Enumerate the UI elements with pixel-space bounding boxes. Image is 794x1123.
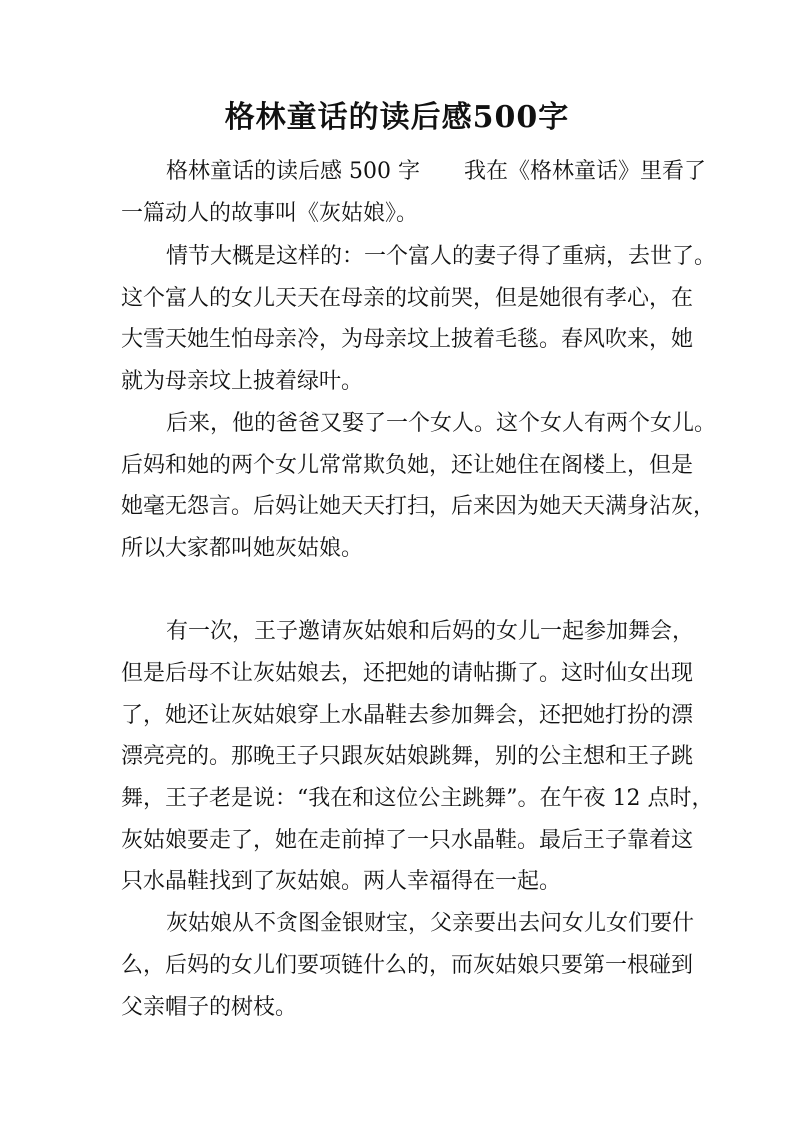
text-line: 这个富人的女儿天天在母亲的坟前哭，但是她很有孝心，在 <box>121 286 694 311</box>
text-line: 么，后妈的女儿们要项链什么的，而灰姑娘只要第一根碰到 <box>121 953 694 978</box>
text-line: 了，她还让灰姑娘穿上水晶鞋去参加舞会，还把她打扮的漂 <box>121 703 694 728</box>
text-line: 舞，王子老是说：“我在和这位公主跳舞”。在午夜 12 点时， <box>121 786 714 811</box>
text-line: 只水晶鞋找到了灰姑娘。两人幸福得在一起。 <box>121 869 562 894</box>
text-line: 大雪天她生怕母亲冷，为母亲坟上披着毛毯。春风吹来，她 <box>121 327 694 352</box>
text-line: 后来，他的爸爸又娶了一个女人。这个女人有两个女儿。 <box>166 411 717 436</box>
text-line: 她毫无怨言。后妈让她天天打扫，后来因为她天天满身沾灰， <box>121 494 716 519</box>
text-line: 漂亮亮的。那晚王子只跟灰姑娘跳舞，别的公主想和王子跳 <box>121 744 694 769</box>
text-line: 格林童话的读后感 500 字 我在《格林童话》里看了 <box>166 159 706 184</box>
text-line: 情节大概是这样的：一个富人的妻子得了重病，去世了。 <box>166 244 717 269</box>
text-line: 父亲帽子的树枝。 <box>121 995 298 1020</box>
text-line: 有一次，王子邀请灰姑娘和后妈的女儿一起参加舞会， <box>166 619 695 644</box>
text-line: 就为母亲坟上披着绿叶。 <box>121 369 364 394</box>
text-line: 后妈和她的两个女儿常常欺负她，还让她住在阁楼上，但是 <box>121 453 694 478</box>
text-line: 灰姑娘从不贪图金银财宝，父亲要出去问女儿女们要什 <box>166 911 695 936</box>
text-line: 所以大家都叫她灰姑娘。 <box>121 536 364 561</box>
text-line: 灰姑娘要走了，她在走前掉了一只水晶鞋。最后王子靠着这 <box>121 828 694 853</box>
document-title: 格林童话的读后感500字 <box>224 100 570 135</box>
text-line: 但是后母不让灰姑娘去，还把她的请帖撕了。这时仙女出现 <box>121 661 694 686</box>
text-line: 一篇动人的故事叫《灰姑娘》。 <box>121 201 419 226</box>
